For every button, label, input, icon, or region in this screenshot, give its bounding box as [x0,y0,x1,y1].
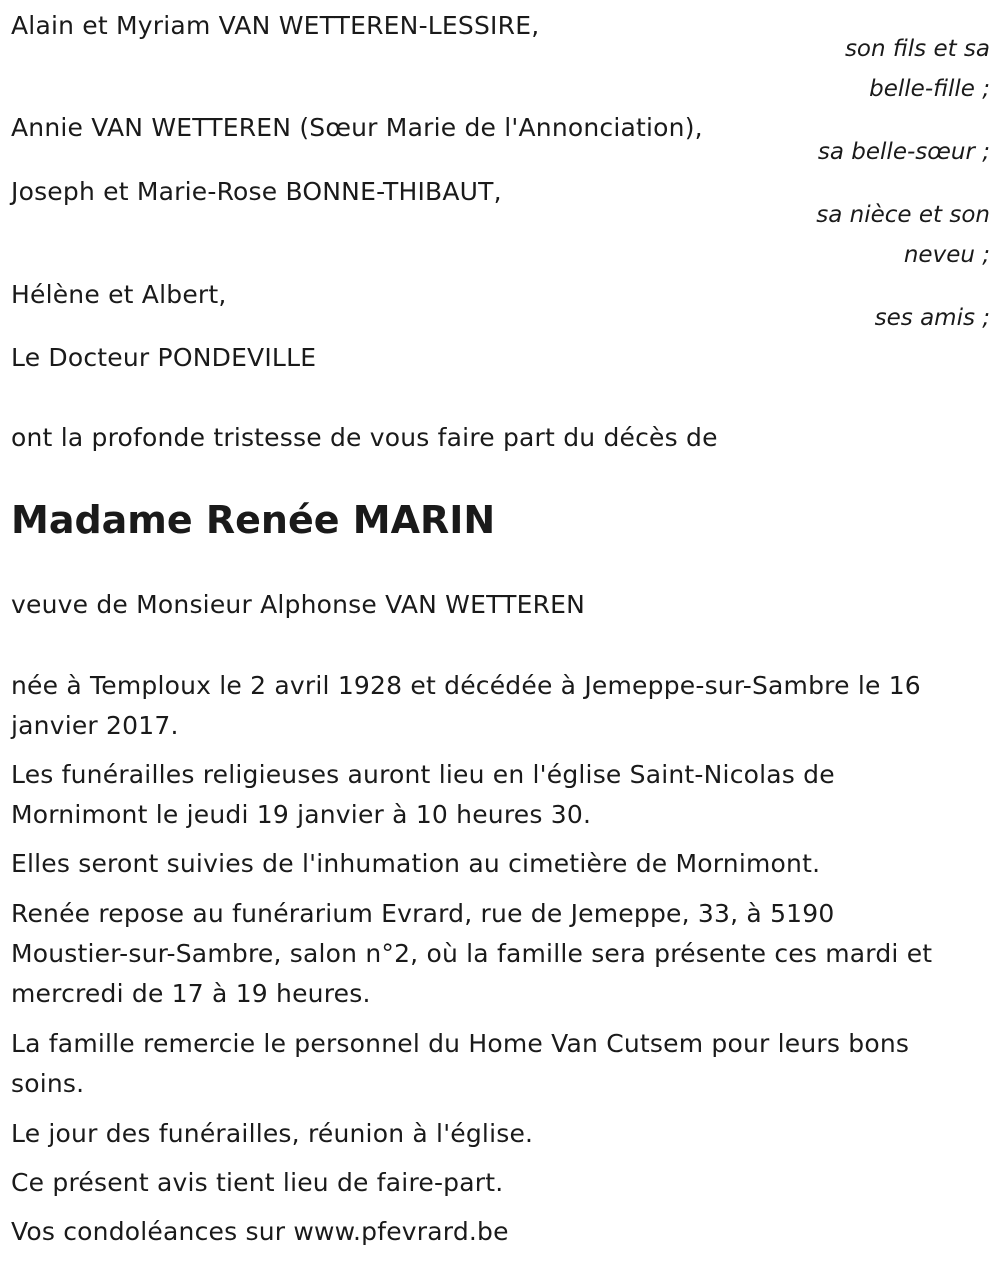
announcer-relation-3a: sa nièce et son [816,202,990,228]
paragraph-birth-death-line-2: janvier 2017. [11,711,179,740]
announcer-relation-4: ses amis ; [874,305,990,331]
announcer-relation-3b: neveu ; [903,242,990,268]
paragraph-funeral-line-1: Les funérailles religieuses auront lieu en l'église Saint-Nicolas de [11,760,835,789]
spouse-line: veuve de Monsieur Alphonse VAN WETTEREN [11,590,586,619]
announcer-name-3: Joseph et Marie-Rose BONNE-THIBAUT, [11,177,502,206]
announcer-name-2: Annie VAN WETTEREN (Sœur Marie de l'Annonciation), [11,113,703,142]
paragraph-meeting: Le jour des funérailles, réunion à l'église. [11,1119,534,1148]
deceased-name: Madame Renée MARIN [11,498,496,542]
paragraph-condolences: Vos condoléances sur www.pfevrard.be [11,1217,509,1246]
announcer-relation-2: sa belle-sœur ; [817,139,990,165]
announcer-relation-1a: son fils et sa [844,36,990,62]
paragraph-funeral-line-2: Mornimont le jeudi 19 janvier à 10 heures 30. [11,800,592,829]
announcer-name-1: Alain et Myriam VAN WETTEREN-LESSIRE, [11,11,540,40]
paragraph-funerarium-line-3: mercredi de 17 à 19 heures. [11,979,371,1008]
announcer-relation-1b: belle-fille ; [869,76,990,102]
paragraph-thanks-line-2: soins. [11,1069,85,1098]
paragraph-thanks-line-1: La famille remercie le personnel du Home Van Cutsem pour leurs bons [11,1029,910,1058]
intro-text: ont la profonde tristesse de vous faire part du décès de [11,423,718,452]
announcer-name-4: Hélène et Albert, [11,280,227,309]
paragraph-birth-death-line-1: née à Temploux le 2 avril 1928 et décédée à Jemeppe-sur-Sambre le 16 [11,671,921,700]
paragraph-burial: Elles seront suivies de l'inhumation au cimetière de Mornimont. [11,849,821,878]
paragraph-notice: Ce présent avis tient lieu de faire-part. [11,1168,504,1197]
paragraph-funerarium-line-1: Renée repose au funérarium Evrard, rue de Jemeppe, 33, à 5190 [11,899,835,928]
paragraph-funerarium-line-2: Moustier-sur-Sambre, salon n°2, où la famille sera présente ces mardi et [11,939,933,968]
announcer-name-5: Le Docteur PONDEVILLE [11,343,317,372]
